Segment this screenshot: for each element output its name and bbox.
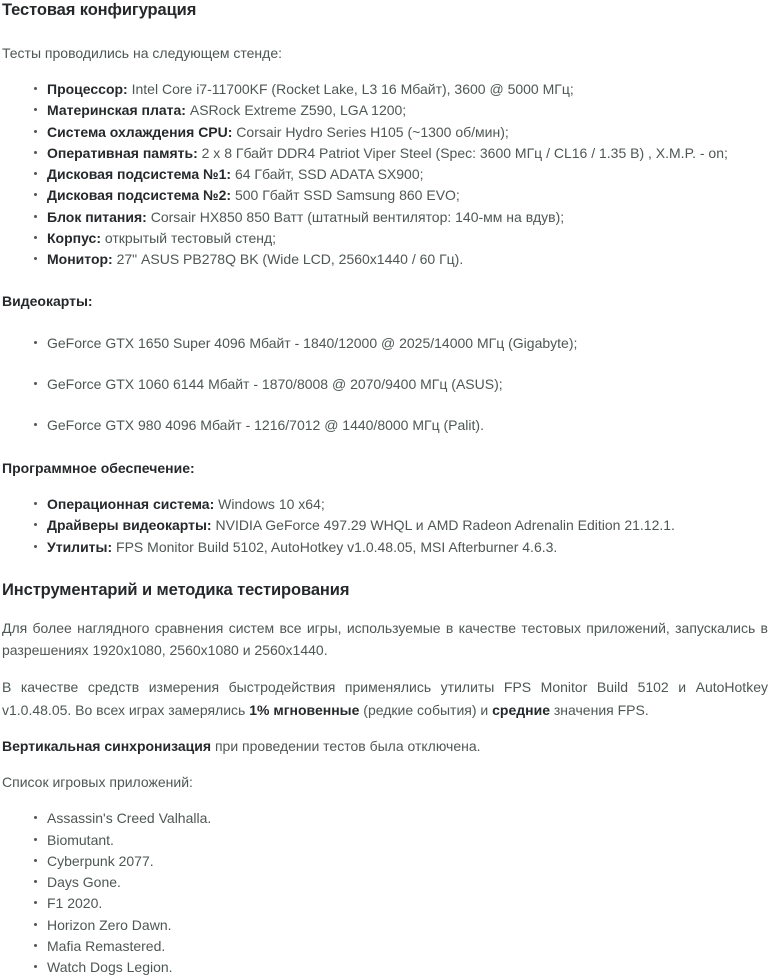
tools-text-part3: значения FPS. bbox=[549, 701, 649, 718]
list-item bbox=[2, 494, 768, 514]
list-item bbox=[2, 164, 768, 184]
list-item: GeForce GTX 980 4096 Мбайт - 1216/7012 @ 1440/8000 МГц (Palit). bbox=[2, 415, 768, 435]
software-label: Операционная система: bbox=[47, 496, 215, 513]
list-item bbox=[2, 537, 768, 557]
list-item: Cyberpunk 2077. bbox=[2, 851, 768, 871]
list-item: GeForce GTX 1060 6144 Мбайт - 1870/8008 @ 2070/9400 МГц (ASUS); bbox=[2, 374, 768, 394]
spacer bbox=[2, 662, 768, 676]
spacer bbox=[2, 311, 768, 333]
list-item: Assassin's Creed Valhalla. bbox=[2, 808, 768, 828]
software-value: Windows 10 x64; bbox=[214, 496, 325, 513]
tools-bold-average: средние bbox=[492, 701, 550, 718]
software-value: FPS Monitor Build 5102, AutoHotkey v1.0.48.05, MSI Afterburner 4.6.3. bbox=[112, 538, 558, 555]
spec-label: Система охлаждения CPU: bbox=[47, 123, 233, 140]
spec-value: Corsair HX850 850 Ватт (штатный вентилятор: 140-мм на вдув); bbox=[146, 208, 565, 225]
game-list bbox=[2, 808, 768, 977]
spec-label: Процессор: bbox=[47, 80, 128, 97]
spec-value: ASRock Extreme Z590, LGA 1200; bbox=[185, 102, 407, 119]
spacer bbox=[2, 601, 768, 617]
gpu-subheading: Видеокарты: bbox=[2, 292, 93, 309]
methodology-heading: Инструментарий и методика тестирования bbox=[2, 580, 350, 599]
tools-bold-1pct: 1% мгновенные bbox=[249, 701, 360, 718]
tools-text-part2: (редкие события) и bbox=[359, 701, 493, 718]
spec-value: 500 Гбайт SSD Samsung 860 EVO; bbox=[231, 187, 460, 204]
spec-value: Corsair Hydro Series H105 (~1300 об/мин); bbox=[232, 123, 509, 140]
list-item: Watch Dogs Legion. bbox=[2, 957, 768, 977]
software-value: NVIDIA GeForce 497.29 WHQL и AMD Radeon Adrenalin Edition 21.12.1. bbox=[211, 517, 675, 534]
spec-value: 2 x 8 Гбайт DDR4 Patriot Viper Steel (Spec: 3600 МГц / CL16 / 1.35 В) , X.M.P. - on; bbox=[197, 144, 728, 161]
games-lead: Список игровых приложений: bbox=[2, 773, 193, 790]
software-label: Утилиты: bbox=[47, 538, 113, 555]
list-item bbox=[2, 515, 768, 535]
list-item bbox=[2, 143, 768, 163]
spacer bbox=[2, 478, 768, 494]
vsync-text: при проведении тестов была отключена. bbox=[211, 738, 481, 755]
spec-value: 27" ASUS PB278Q BK (Wide LCD, 2560x1440 / 60 Гц). bbox=[112, 251, 464, 268]
spec-label: Оперативная память: bbox=[47, 144, 198, 161]
list-item bbox=[2, 185, 768, 205]
spec-label: Дисковая подсистема №1: bbox=[47, 166, 232, 183]
list-item: Biomutant. bbox=[2, 830, 768, 850]
list-item bbox=[2, 100, 768, 120]
spacer bbox=[2, 758, 768, 772]
spec-label: Блок питания: bbox=[47, 208, 147, 225]
software-list bbox=[2, 494, 768, 557]
list-item: F1 2020. bbox=[2, 893, 768, 913]
list-item: Days Gone. bbox=[2, 872, 768, 892]
list-item bbox=[2, 249, 768, 269]
spec-value: открытый тестовый стенд; bbox=[101, 230, 277, 246]
list-item bbox=[2, 79, 768, 99]
list-item bbox=[2, 122, 768, 142]
spacer bbox=[2, 436, 768, 458]
test-bench-lead: Тесты проводились на следующем стенде: bbox=[2, 44, 282, 61]
list-item bbox=[2, 228, 768, 248]
software-label: Драйверы видеокарты: bbox=[47, 517, 212, 534]
list-item: Horizon Zero Dawn. bbox=[2, 915, 768, 935]
spacer bbox=[2, 63, 768, 79]
spacer bbox=[2, 21, 768, 43]
spec-list bbox=[2, 79, 768, 270]
paragraph-tools bbox=[2, 676, 768, 721]
list-item bbox=[2, 207, 768, 227]
spacer bbox=[2, 558, 768, 580]
spec-value: 64 Гбайт, SSD ADATA SX900; bbox=[231, 166, 424, 183]
vsync-bold-label: Вертикальная синхронизация bbox=[2, 738, 212, 755]
spec-value: Intel Core i7-11700KF (Rocket Lake, L3 16 Мбайт), 3600 @ 5000 МГц; bbox=[127, 80, 574, 97]
gpu-list bbox=[2, 333, 768, 436]
spec-label: Монитор: bbox=[47, 251, 113, 268]
spacer bbox=[2, 721, 768, 735]
software-subheading: Программное обеспечение: bbox=[2, 459, 195, 476]
spacer bbox=[2, 271, 768, 291]
list-item: Mafia Remastered. bbox=[2, 936, 768, 956]
paragraph-resolutions: Для более наглядного сравнения систем все игры, используемые в качестве тестовых приложений, запускались в разрешениях 1920x1080, 2560x1080 и 2560x1440. bbox=[2, 619, 768, 659]
spacer bbox=[2, 792, 768, 808]
page-title: Тестовая конфигурация bbox=[2, 1, 197, 19]
spec-label: Материнская плата: bbox=[47, 102, 186, 119]
tools-text-part1: В качестве средств измерения быстродействия применялись утилиты FPS Monitor Build 5102 и AutoHotkey v1.0.48.05. Во всех играх замерялись bbox=[2, 678, 768, 718]
spec-label: Дисковая подсистема №2: bbox=[47, 187, 232, 204]
list-item: GeForce GTX 1650 Super 4096 Мбайт - 1840/12000 @ 2025/14000 МГц (Gigabyte); bbox=[2, 333, 768, 353]
spec-label: Корпус: bbox=[47, 230, 101, 246]
paragraph-vsync bbox=[2, 735, 768, 758]
